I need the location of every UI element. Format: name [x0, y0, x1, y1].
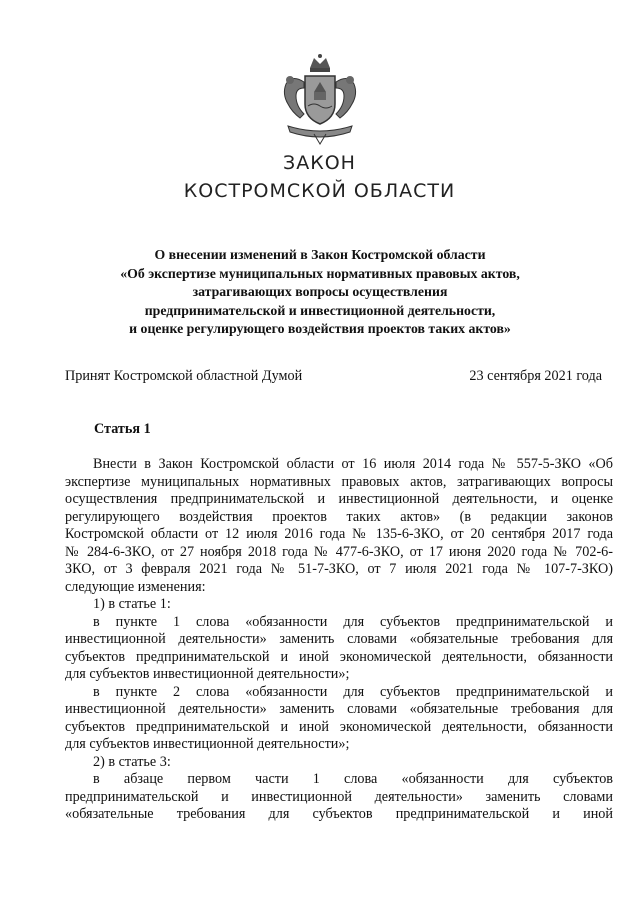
body-line: Костромской области от 12 июля 2016 года № 135-6-ЗКО, от 20 сентября 2017 года — [65, 526, 613, 542]
body-line: Внести в Закон Костромской области от 16 июля 2014 года № 557-5-ЗКО «Об — [93, 456, 613, 472]
body-line: ЗКО, от 3 февраля 2021 года № 51-7-ЗКО, от 7 июля 2021 года № 107-7-ЗКО) — [65, 561, 613, 577]
body-line: для субъектов инвестиционной деятельности»; — [65, 666, 350, 682]
body-line: инвестиционной деятельности» заменить словами «обязательные требования для — [65, 701, 613, 717]
body-line: 1) в статье 1: — [93, 596, 171, 612]
subject-line: «Об экспертизе муниципальных нормативных правовых актов, — [120, 265, 520, 281]
body-line: в пункте 1 слова «обязанности для субъектов предпринимательской и — [93, 613, 613, 630]
article-heading: Статья 1 — [94, 421, 151, 437]
body-line: 2) в статье 3: — [93, 753, 171, 770]
body-line: в пункте 2 слова «обязанности для субъектов предпринимательской и — [93, 683, 613, 700]
body-line: в абзаце первом части 1 слова «обязанности для субъектов — [93, 771, 613, 787]
body-line: № 284-6-ЗКО, от 27 ноября 2018 года № 477-6-ЗКО, от 17 июня 2020 года № 702-6- — [65, 543, 613, 560]
body-line: экспертизе муниципальных нормативных правовых актов, затрагивающих вопросы — [65, 473, 613, 490]
body-line: субъектов предпринимательской и иной экономической деятельности, обязанности — [65, 648, 613, 665]
article-body — [65, 456, 613, 824]
body-line: для субъектов инвестиционной деятельности»; — [65, 736, 350, 752]
body-line: следующие изменения: — [65, 578, 206, 595]
region-title: КОСТРОМСКОЙ ОБЛАСТИ — [183, 180, 456, 202]
body-line: инвестиционной деятельности» заменить словами «обязательные требования для — [65, 631, 613, 647]
subject-line: предпринимательской и инвестиционной деятельности, — [144, 302, 496, 318]
adoption-line — [65, 368, 602, 385]
law-subject-heading — [60, 246, 580, 339]
law-title: ЗАКОН — [283, 152, 356, 174]
adopted-by: Принят Костромской областной Думой — [65, 368, 303, 384]
coat-of-arms-icon — [270, 52, 370, 147]
subject-line: О внесении изменений в Закон Костромской области — [154, 247, 486, 262]
body-line: предпринимательской и инвестиционной деятельности» заменить словами — [65, 788, 613, 805]
body-line: осуществления предпринимательской и инвестиционной деятельности, и оценке — [65, 491, 613, 507]
body-line: «обязательные требования для субъектов предпринимательской и иной — [65, 806, 613, 822]
body-line: регулирующего воздействия проектов таких актов» (в редакции законов — [65, 508, 613, 525]
adoption-date: 23 сентября 2021 года — [469, 368, 602, 384]
body-line: субъектов предпринимательской и иной экономической деятельности, обязанности — [65, 718, 613, 735]
subject-line: затрагивающих вопросы осуществления — [192, 284, 448, 299]
subject-line: и оценке регулирующего воздействия проектов таких актов» — [129, 321, 511, 336]
